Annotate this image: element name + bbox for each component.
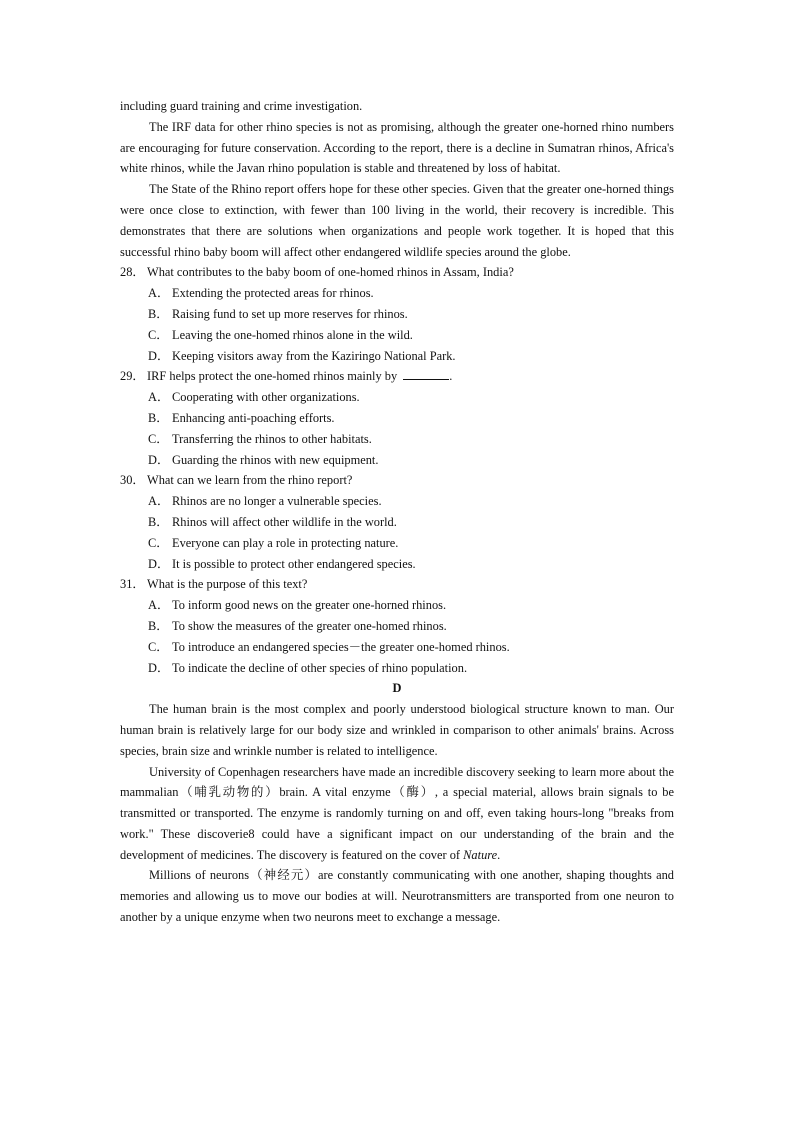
question-number: 28． bbox=[120, 265, 145, 280]
option-label: A． bbox=[148, 390, 170, 405]
passage-d-paragraph-1: The human brain is the most complex and poorly understood biological structure known to man. Our human brain is relatively large for our body size and wrinkled in comparison to other animals' brains. Across species, brain size and wrinkle number is related to intelligence. bbox=[120, 702, 674, 758]
passage-c-paragraph-2: The State of the Rhino report offers hope for these other species. Given that the greater one-horned things were once close to extinction, with fewer than 100 living in the world, their recovery is incredible. This demonstrates that there are solutions when organizations and people work together. It is hoped that this successful rhino baby boom will affect other endangered wildlife species around the globe. bbox=[120, 182, 674, 259]
option-label: D． bbox=[148, 348, 170, 363]
passage-d-paragraph-2 bbox=[120, 762, 674, 866]
option-c bbox=[120, 325, 674, 346]
option-a bbox=[120, 595, 674, 616]
option-text: To show the measures of the greater one-homed rhinos. bbox=[172, 618, 447, 633]
option-text: Extending the protected areas for rhinos. bbox=[172, 286, 374, 301]
option-label: A． bbox=[148, 286, 170, 301]
passage-c-paragraph-0: including guard training and crime investigation. bbox=[120, 99, 363, 113]
option-label: D． bbox=[148, 556, 170, 571]
option-c bbox=[120, 429, 674, 450]
option-c bbox=[120, 533, 674, 554]
question-stem bbox=[120, 574, 674, 595]
option-d bbox=[120, 554, 674, 575]
option-d bbox=[120, 658, 674, 679]
option-text: It is possible to protect other endangered species. bbox=[172, 556, 416, 571]
option-label: C． bbox=[148, 639, 169, 654]
option-label: C． bbox=[148, 431, 169, 446]
option-text: To indicate the decline of other species of rhino population. bbox=[172, 660, 468, 675]
option-b bbox=[120, 616, 674, 637]
question-number: 31． bbox=[120, 577, 145, 592]
option-list bbox=[120, 491, 674, 574]
option-list bbox=[120, 387, 674, 470]
option-list bbox=[120, 283, 674, 366]
option-label: B． bbox=[148, 306, 169, 321]
option-label: D． bbox=[148, 660, 170, 675]
option-text: To inform good news on the greater one-horned rhinos. bbox=[172, 598, 447, 613]
option-label: B． bbox=[148, 618, 169, 633]
question-31 bbox=[120, 574, 674, 678]
option-label: A． bbox=[148, 494, 170, 509]
option-label: B． bbox=[148, 410, 169, 425]
question-text: What can we learn from the rhino report? bbox=[147, 473, 353, 488]
answer-blank bbox=[403, 367, 449, 380]
option-label: A． bbox=[148, 598, 170, 613]
journal-name: Nature bbox=[463, 847, 498, 862]
option-text: Rhinos will affect other wildlife in the world. bbox=[172, 514, 397, 529]
option-text: Transferring the rhinos to other habitats. bbox=[172, 431, 372, 446]
question-number: 30． bbox=[120, 473, 145, 488]
document-page bbox=[120, 96, 674, 928]
question-text: What contributes to the baby boom of one-homed rhinos in Assam, India? bbox=[147, 265, 514, 280]
option-label: C． bbox=[148, 327, 169, 342]
question-stem bbox=[120, 470, 674, 491]
option-d bbox=[120, 346, 674, 367]
question-text: What is the purpose of this text? bbox=[147, 577, 308, 592]
option-label: D． bbox=[148, 452, 170, 467]
option-text: To introduce an endangered species－the greater one-homed rhinos. bbox=[172, 639, 510, 654]
option-label: C． bbox=[148, 535, 169, 550]
option-text: Raising fund to set up more reserves for rhinos. bbox=[172, 306, 408, 321]
option-a bbox=[120, 491, 674, 512]
question-number: 29． bbox=[120, 369, 145, 384]
option-a bbox=[120, 387, 674, 408]
question-end-punctuation: . bbox=[449, 369, 453, 384]
option-b bbox=[120, 304, 674, 325]
option-d bbox=[120, 450, 674, 471]
option-label: B． bbox=[148, 514, 169, 529]
option-list bbox=[120, 595, 674, 678]
option-b bbox=[120, 408, 674, 429]
question-stem bbox=[120, 262, 674, 283]
question-stem bbox=[120, 366, 674, 387]
option-text: Everyone can play a role in protecting nature. bbox=[172, 535, 399, 550]
question-text: IRF helps protect the one-homed rhinos mainly by bbox=[147, 369, 398, 384]
option-a bbox=[120, 283, 674, 304]
option-text: Enhancing anti-poaching efforts. bbox=[172, 410, 335, 425]
option-text: Guarding the rhinos with new equipment. bbox=[172, 452, 379, 467]
question-28 bbox=[120, 262, 674, 366]
option-b bbox=[120, 512, 674, 533]
paragraph-text: University of Copenhagen researchers have made an incredible discovery seeking to learn more about the mammalian（哺乳动物的）brain. A vital enzyme（酶）, a special material, allows brain signals to be transmitted or transported. The enzyme is randomly turning on and off, even taking hours-long "breaks from work." These discoverie8 could have a significant impact on our understanding of the brain and the development of medicines. The discovery is featured on the cover of bbox=[120, 764, 674, 862]
passage-d-paragraph-3: Millions of neurons（神经元）are constantly communicating with one another, shaping thoughts and memories and allowing us to move our bodies at will. Neurotransmitters are transported from one neuron to another by a unique enzyme when two neurons meet to exchange a message. bbox=[120, 868, 674, 925]
passage-c-paragraph-1: The IRF data for other rhino species is not as promising, although the greater one-horned rhino numbers are encouraging for future conservation. According to the report, there is a decline in Sumatran rhinos, Africa's white rhinos, while the Javan rhino population is stable and threatened by loss of habitat. bbox=[120, 119, 674, 176]
option-text: Leaving the one-homed rhinos alone in the wild. bbox=[172, 327, 413, 342]
option-text: Rhinos are no longer a vulnerable species. bbox=[172, 494, 382, 509]
option-text: Keeping visitors away from the Kaziringo National Park. bbox=[172, 348, 456, 363]
option-c bbox=[120, 637, 674, 658]
option-text: Cooperating with other organizations. bbox=[172, 390, 360, 405]
section-heading-d: D bbox=[392, 681, 402, 696]
paragraph-end-punctuation: . bbox=[497, 847, 501, 862]
question-29 bbox=[120, 366, 674, 470]
question-30 bbox=[120, 470, 674, 574]
